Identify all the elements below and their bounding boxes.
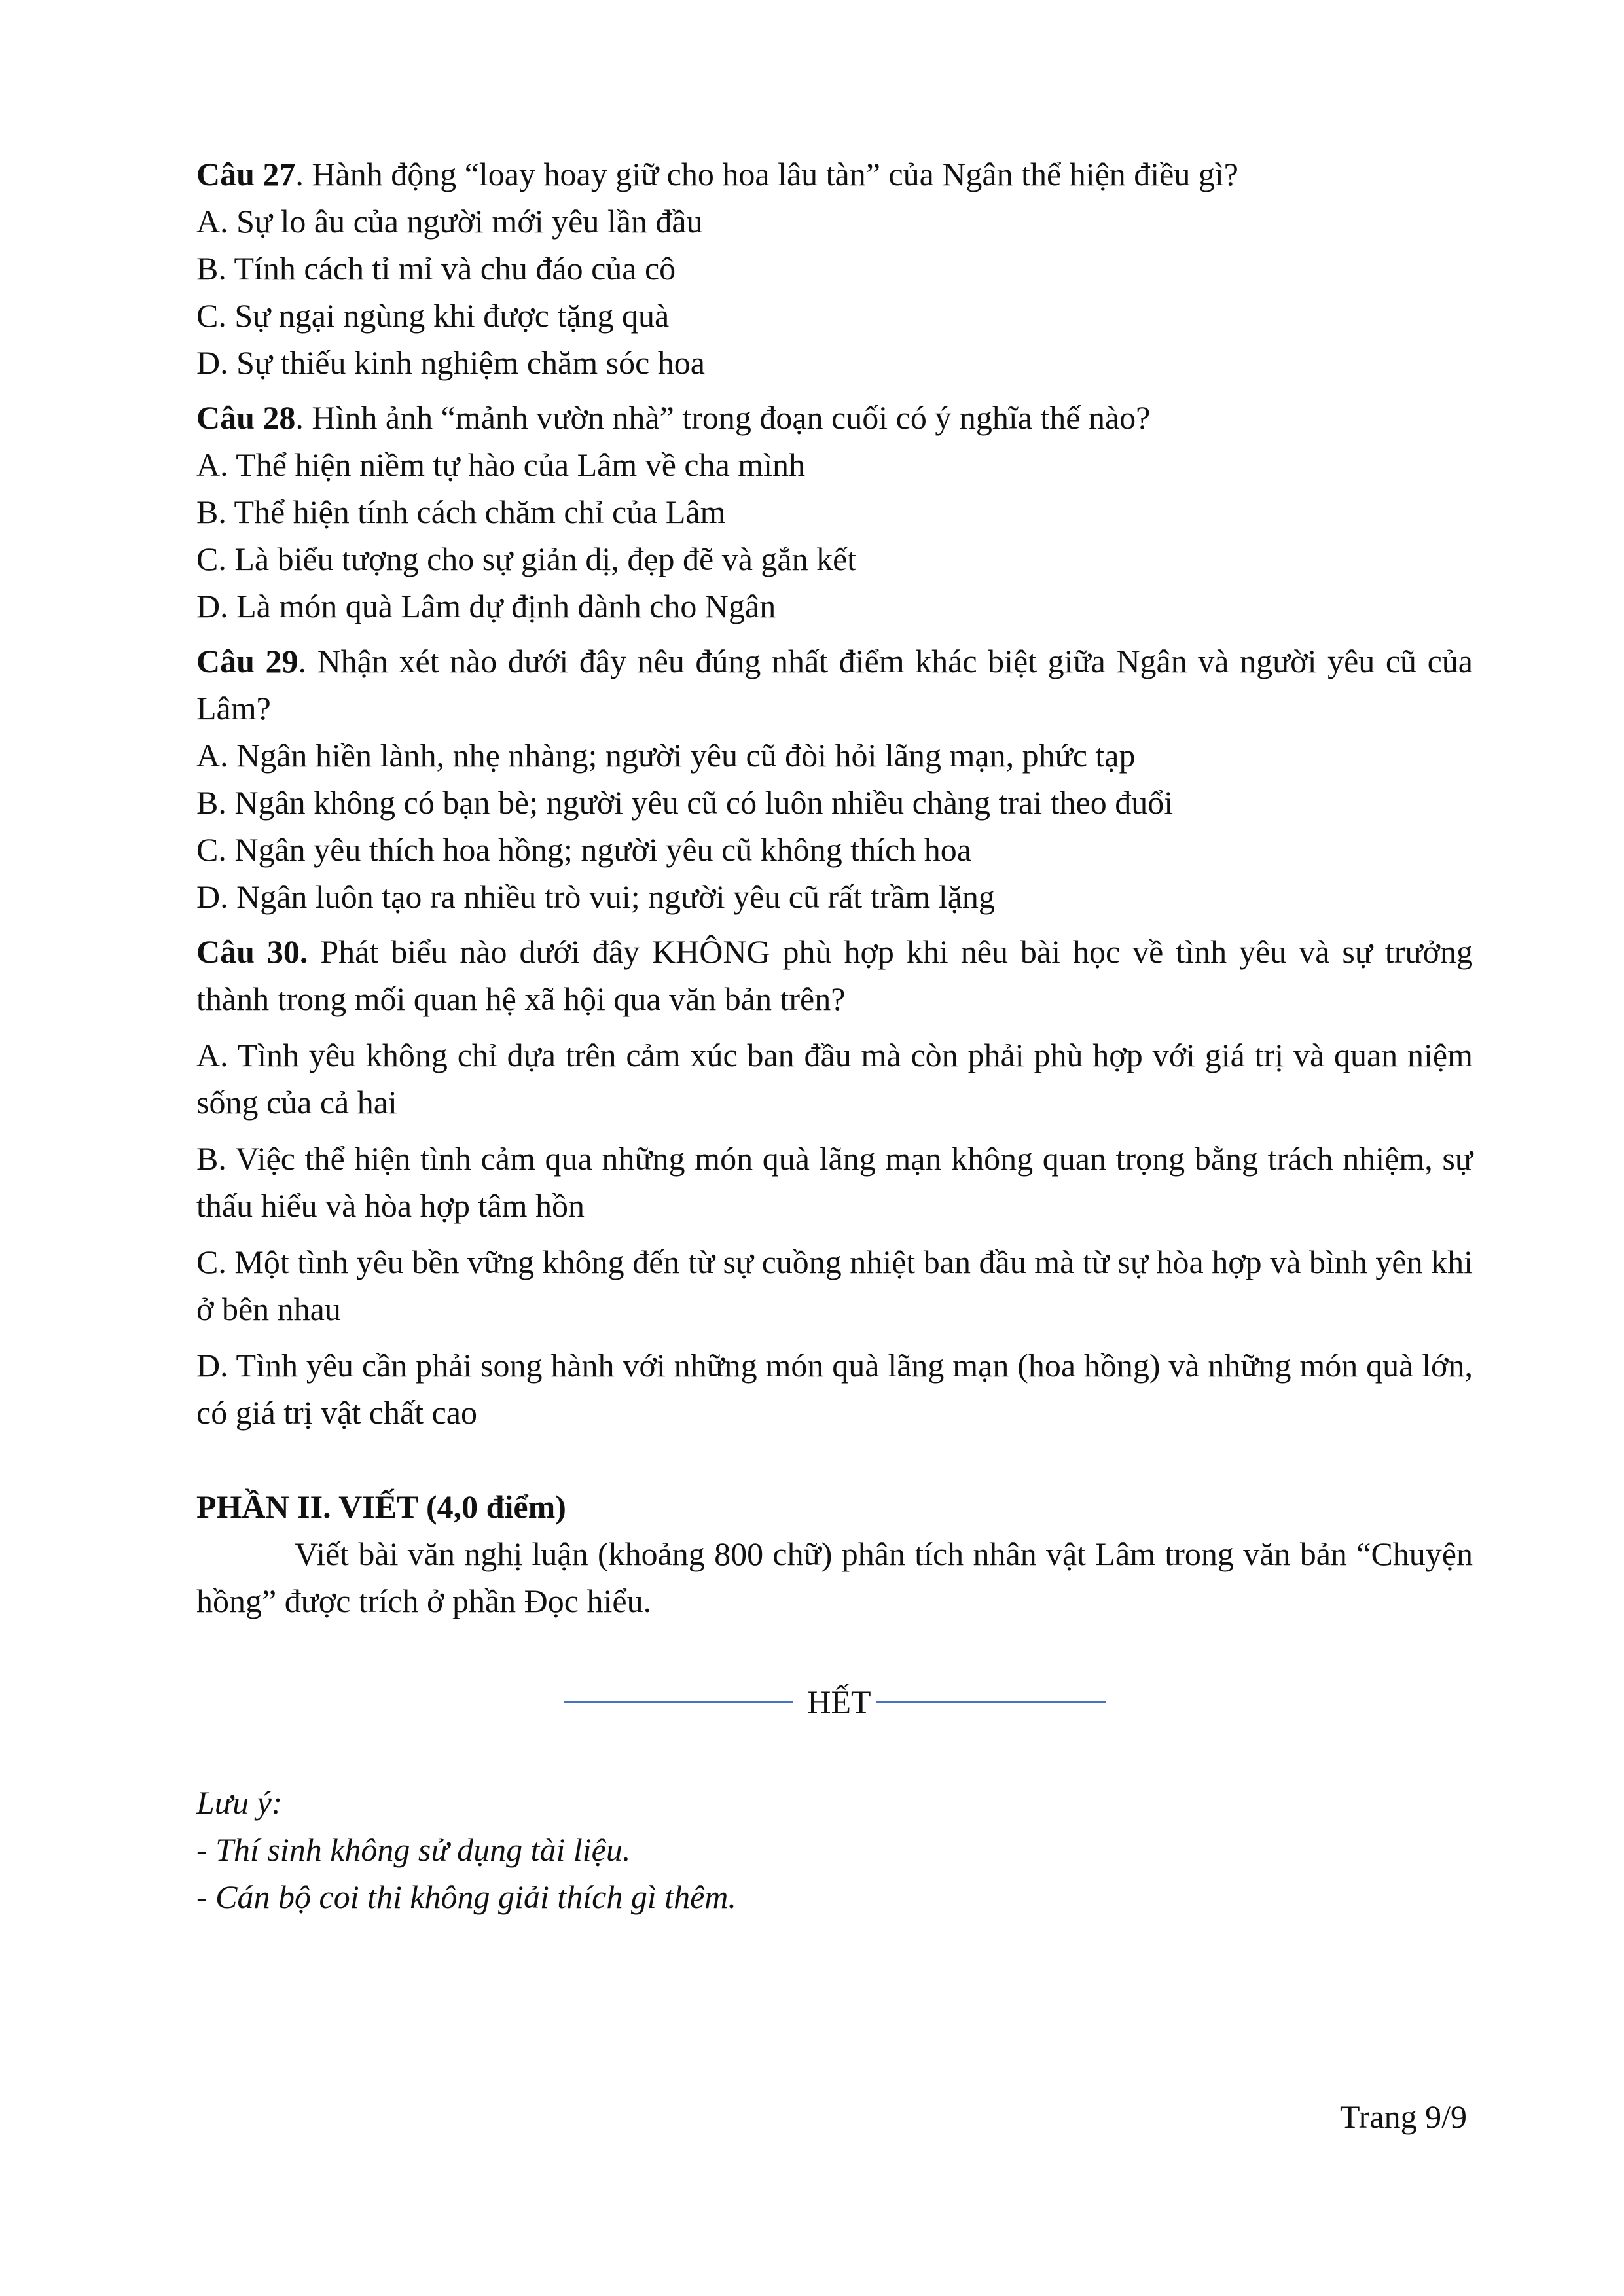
option-d: D. Là món quà Lâm dự định dành cho Ngân	[196, 588, 776, 624]
question-label: Câu 29	[196, 643, 298, 679]
option-c: C. Là biểu tượng cho sự giản dị, đẹp đẽ và gắn kết	[196, 541, 857, 577]
option-c: C. Một tình yêu bền vững không đến từ sự cuồng nhiệt ban đầu mà từ sự hòa hợp và bình yên khi ở bên nhau	[196, 1244, 1473, 1327]
option-b: B. Tính cách tỉ mỉ và chu đáo của cô	[196, 250, 676, 287]
option-c: C. Ngân yêu thích hoa hồng; người yêu cũ không thích hoa	[196, 831, 971, 868]
exam-page-content	[196, 151, 1473, 1920]
question-stem: Câu 29. Nhận xét nào dưới đây nêu đúng nhất điểm khác biệt giữa Ngân và người yêu cũ của Lâm?	[196, 643, 1473, 726]
notes-heading: Lưu ý:	[196, 1784, 283, 1821]
option-d: D. Sự thiếu kinh nghiệm chăm sóc hoa	[196, 344, 705, 381]
end-text: HẾT	[807, 1683, 871, 1720]
end-rule-left	[564, 1701, 793, 1703]
page-number: Trang 9/9	[1339, 2098, 1467, 2135]
end-rule-right	[876, 1701, 1106, 1703]
question-label: Câu 28	[196, 399, 296, 436]
option-a: A. Ngân hiền lành, nhẹ nhàng; người yêu cũ đòi hỏi lãng mạn, phức tạp	[196, 737, 1136, 774]
notes	[196, 1779, 1473, 1920]
question-28	[196, 394, 1473, 630]
question-30	[196, 928, 1473, 1436]
question-stem: Câu 30. Phát biểu nào dưới đây KHÔNG phù hợp khi nêu bài học về tình yêu và sự trưởng thành trong mối quan hệ xã hội qua văn bản trên?	[196, 933, 1473, 1017]
question-stem: Câu 27. Hành động “loay hoay giữ cho hoa lâu tàn” của Ngân thể hiện điều gì?	[196, 156, 1238, 192]
option-c: C. Sự ngại ngùng khi được tặng quà	[196, 297, 670, 334]
question-27	[196, 151, 1473, 386]
question-stem: Câu 28. Hình ảnh “mảnh vườn nhà” trong đoạn cuối có ý nghĩa thế nào?	[196, 399, 1151, 436]
end-marker	[196, 1678, 1473, 1725]
option-b: B. Ngân không có bạn bè; người yêu cũ có luôn nhiều chàng trai theo đuổi	[196, 784, 1174, 821]
option-a: A. Sự lo âu của người mới yêu lần đầu	[196, 203, 703, 240]
option-a: A. Tình yêu không chỉ dựa trên cảm xúc ban đầu mà còn phải phù hợp với giá trị và quan niệm sống của cả hai	[196, 1037, 1473, 1121]
option-b: B. Việc thể hiện tình cảm qua những món quà lãng mạn không quan trọng bằng trách nhiệm, sự thấu hiểu và hòa hợp tâm hồn	[196, 1140, 1473, 1224]
question-label: Câu 27	[196, 156, 296, 192]
note-item: - Thí sinh không sử dụng tài liệu.	[196, 1831, 631, 1868]
question-29	[196, 637, 1473, 920]
option-b: B. Thể hiện tính cách chăm chỉ của Lâm	[196, 493, 726, 530]
option-a: A. Thể hiện niềm tự hào của Lâm về cha mình	[196, 446, 806, 483]
note-item: - Cán bộ coi thi không giải thích gì thêm.	[196, 1878, 736, 1915]
option-d: D. Ngân luôn tạo ra nhiều trò vui; người yêu cũ rất trầm lặng	[196, 878, 995, 915]
writing-prompt: Viết bài văn nghị luận (khoảng 800 chữ) phân tích nhân vật Lâm trong văn bản “Chuyện hồng” được trích ở phần Đọc hiểu.	[196, 1535, 1473, 1619]
option-d: D. Tình yêu cần phải song hành với những món quà lãng mạn (hoa hồng) và những món quà lớn, có giá trị vật chất cao	[196, 1347, 1473, 1431]
section-2-title: PHẦN II. VIẾT (4,0 điểm)	[196, 1488, 566, 1525]
question-label: Câu 30.	[196, 933, 308, 970]
